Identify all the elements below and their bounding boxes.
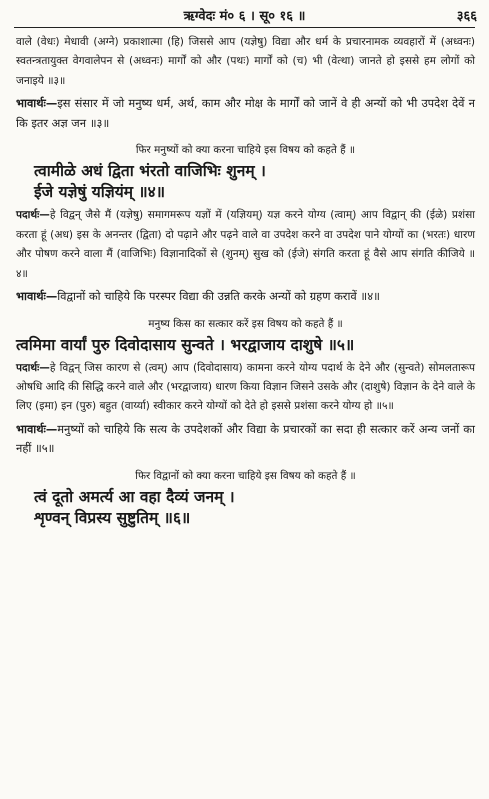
page-body [16,33,475,529]
block-text: मनुष्यों को चाहिये कि सत्य के उपदेशकों और विद्या के प्रचारकों का सदा ही सत्कार करें अन्य जनों का नहीं ॥५॥ [16,421,475,456]
block-label: पदार्थः— [16,209,50,222]
mantra-6 [16,487,475,529]
block-label: भावार्थः— [16,289,58,304]
header-title: ऋग्वेदः मं० ६ । सू० १६ ॥ [183,9,306,24]
bhavartha-5 [16,420,475,459]
block-text: वाले (वेधः) मेधावी (अग्ने) प्रकाशात्मा (हि) जिससे आप (यज्ञेषु) विद्या और धर्म के प्रचारनामक व्यवहारों में (अध्वनः) स्वतन्त्रतायुक्त वेगवालेपन से (अध्वनः) मार्गों को और (पथः) मार्गों को (च) भी (वेत्था) जानते हो इससे हम लोगों को जनाइये ॥३॥ [16,36,475,87]
padartha-continuation [16,33,475,91]
mantra-4 [16,161,475,203]
page-number: ३६६ [456,9,477,24]
block-label: पदार्थः— [16,361,50,374]
padartha-4 [16,206,475,284]
header-rule [14,27,475,28]
mantra-line: त्वामीळे अधं द्विता भंरतो वाजिभिः शुनम् । [34,162,266,181]
mantra-5 [16,335,475,356]
mantra-line: त्वमिमा वार्यां पुरु दिवोदासाय सुन्वते । भरद्वाजाय दाशुषे ॥५॥ [16,335,355,354]
block-label: भावार्थः— [16,96,58,111]
block-text: विद्वानों को चाहिये कि परस्पर विद्या की उन्नति करके अन्यों को ग्रहण करावें ॥४॥ [57,289,380,304]
mantra-line: ईजे यज्ञेषुं यज्ञियंम् ॥४॥ [34,183,166,202]
block-text: इस संसार में जो मनुष्य धर्म, अर्थ, काम और मोक्ष के मार्गों को जानें वे ही अन्यों को भी उपदेश देवें न कि इतर अज्ञ जन ॥३॥ [16,96,475,130]
bhavartha-4 [16,287,475,307]
padartha-5 [16,359,475,417]
mantra-line: त्वं दूतो अमर्त्य आ वहा दैव्यं जनम् । [34,488,235,507]
mantra-line: शृण्वन् विप्रस्य सुष्टुतिम् ॥६॥ [34,509,191,528]
block-text: हे विद्वन् जैसे मैं (यज्ञेषु) समागमरूप यज्ञों में (यज्ञियम्) यज्ञ करने योग्य (त्वाम्) आप विद्वान् की (ईळे) प्रशंसा करता हूं (अध) इस के अनन्तर (द्विता) दो पढ़ाने और पढ़ने वाले वा उपदेश करने वा उपदेश पाने योग्यों का (भरतः) धारण और पोषण करने वाला मैं (वाजिभिः) विज्ञानादिकों से (शुनम्) सुख को (ईजे) संगति करता हूं वैसे आप संगति कीजिये ॥४॥ [16,209,475,280]
bhavartha-3 [16,94,475,133]
mantra-intro-4: फिर मनुष्यों को क्या करना चाहिये इस विषय को कहते हैं ॥ [135,144,356,157]
mantra-intro-6: फिर विद्वानों को क्या करना चाहिये इस विषय को कहते हैं ॥ [135,470,356,483]
mantra-intro-5: मनुष्य किस का सत्कार करें इस विषय को कहते हैं ॥ [148,317,343,330]
running-header [0,4,489,26]
block-text: हे विद्वन् जिस कारण से (त्वम्) आप (दिवोदासाय) कामना करने योग्य पदार्थ के देने और (सुन्वते) सोमलतारूप ओषधि आदि की सिद्धि करने वाले और (भरद्वाजाय) धारण किया विज्ञान जिसने उसके और (दाशुषे) विज्ञान के देने वाले के लिए (इमा) इन (पुरु) बहुत (वार्य्या) स्वीकार करने योग्यों को देते हो इससे प्रशंसा करने योग्य हो ॥५॥ [16,361,475,413]
block-label: भावार्थः— [16,421,58,436]
